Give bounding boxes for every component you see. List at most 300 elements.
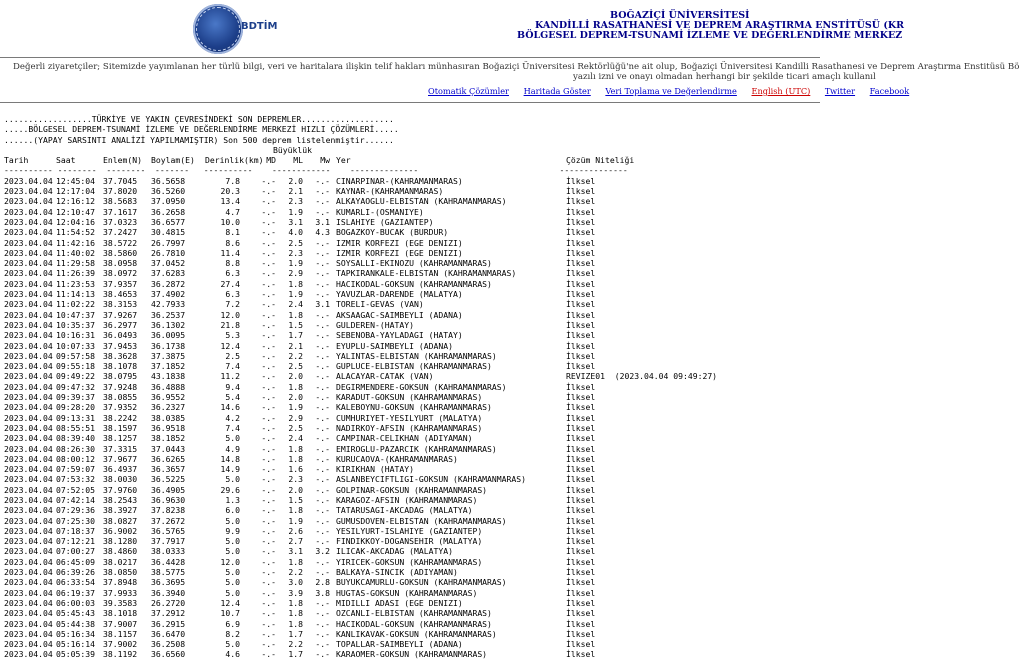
earthquake-list — [4, 114, 726, 660]
cell-date: 2023.04.04 — [4, 536, 53, 547]
cell-mw: -.- — [315, 525, 330, 536]
cell-lon: 36.5225 — [151, 474, 186, 485]
cell-solution: İlksel — [566, 206, 596, 217]
cell-lon: 36.4905 — [151, 484, 186, 495]
cell-date: 2023.04.04 — [4, 546, 53, 557]
cell-md: -.- — [261, 350, 276, 361]
table-row — [4, 577, 726, 587]
cell-md: -.- — [261, 289, 276, 300]
cell-time: 12:45:04 — [56, 175, 95, 186]
cell-date: 2023.04.04 — [4, 618, 53, 629]
cell-ml: 2.3 — [288, 474, 303, 485]
cell-place: ASLANBEYCIFTLIGI-GOKSUN (KAHRAMANMARAS) — [336, 474, 527, 485]
cell-depth: 4.2 — [225, 412, 240, 423]
cell-ml: 2.9 — [288, 412, 303, 423]
cell-place: HUGTAS-GOKSUN (KAHRAMANMARAS) — [336, 587, 478, 598]
cell-ml: 3.9 — [288, 587, 303, 598]
cell-depth: 8.6 — [225, 237, 240, 248]
cell-date: 2023.04.04 — [4, 422, 53, 433]
cell-lon: 37.0443 — [151, 443, 186, 454]
cell-lon: 36.5765 — [151, 525, 186, 536]
cell-solution: İlksel — [566, 350, 596, 361]
cell-time: 09:28:20 — [56, 402, 95, 413]
cell-mw: 2.8 — [315, 577, 330, 588]
cell-depth: 7.4 — [225, 422, 240, 433]
cell-date: 2023.04.04 — [4, 453, 53, 464]
table-row — [4, 238, 726, 248]
cell-lat: 38.0795 — [103, 371, 138, 382]
cell-depth: 14.6 — [220, 402, 240, 413]
cell-place: SEBENOBA-YAYLADAGI (HATAY) — [336, 330, 463, 341]
cell-lat: 38.0972 — [103, 268, 138, 279]
cell-date: 2023.04.04 — [4, 350, 53, 361]
cell-ml: 2.0 — [288, 484, 303, 495]
cell-ml: 1.8 — [288, 278, 303, 289]
table-row — [4, 516, 726, 526]
magnitude-group-label: Büyüklük — [273, 144, 312, 155]
cell-place: IZMIR KORFEZI (EGE DENIZI) — [336, 247, 463, 258]
cell-lon: 36.3940 — [151, 587, 186, 598]
cell-date: 2023.04.04 — [4, 556, 53, 567]
cell-lon: 36.9518 — [151, 422, 186, 433]
col-depth: Derinlik(km) — [205, 155, 264, 166]
cell-lon: 37.2912 — [151, 608, 186, 619]
cell-mw: -.- — [315, 618, 330, 629]
cell-place: KANLIKAVAK-GOKSUN (KAHRAMANMARAS) — [336, 628, 497, 639]
cell-place: GULDEREN-(HATAY) — [336, 319, 414, 330]
cell-time: 05:16:14 — [56, 639, 95, 650]
cell-place: BOGAZKOY-BUCAK (BURDUR) — [336, 227, 449, 238]
link-twitter[interactable]: Twitter — [824, 86, 856, 96]
cell-depth: 4.6 — [225, 649, 240, 660]
cell-ml: 2.7 — [288, 536, 303, 547]
table-row — [4, 536, 726, 546]
cell-mw: -.- — [315, 330, 330, 341]
cell-place: KUMARLI-(OSMANIYE) — [336, 206, 424, 217]
cell-md: -.- — [261, 587, 276, 598]
cell-md: -.- — [261, 381, 276, 392]
cell-lat: 37.1617 — [103, 206, 138, 217]
cell-lat: 37.9267 — [103, 309, 138, 320]
cell-date: 2023.04.04 — [4, 464, 53, 475]
cell-depth: 7.2 — [225, 299, 240, 310]
cell-ml: 2.9 — [288, 268, 303, 279]
cell-lat: 38.1192 — [103, 649, 138, 660]
cell-place: HACIKODAL-GOKSUN (KAHRAMANMARAS) — [336, 278, 492, 289]
cell-lon: 30.4815 — [151, 227, 186, 238]
intro-line-2: .....BÖLGESEL DEPREM-TSUNAMİ İZLEME VE DEĞERLENDİRME MERKEZİ HIZLI ÇÖZÜMLERİ..... — [4, 124, 399, 135]
cell-solution: İlksel — [566, 628, 596, 639]
cell-depth: 5.0 — [225, 587, 240, 598]
cell-depth: 9.4 — [225, 381, 240, 392]
cell-depth: 5.0 — [225, 433, 240, 444]
cell-lat: 37.9007 — [103, 618, 138, 629]
cell-time: 09:55:18 — [56, 361, 95, 372]
table-row — [4, 289, 726, 299]
cell-date: 2023.04.04 — [4, 175, 53, 186]
cell-ml: 1.9 — [288, 206, 303, 217]
cell-place: MIDILLI ADASI (EGE DENIZI) — [336, 597, 463, 608]
cell-time: 09:13:31 — [56, 412, 95, 423]
cell-lat: 37.9933 — [103, 587, 138, 598]
cell-mw: -.- — [315, 278, 330, 289]
cell-depth: 21.8 — [220, 319, 240, 330]
cell-lat: 37.8948 — [103, 577, 138, 588]
cell-ml: 1.8 — [288, 556, 303, 567]
cell-place: KARADUT-GOKSUN (KAHRAMANMARAS) — [336, 392, 483, 403]
cell-date: 2023.04.04 — [4, 278, 53, 289]
cell-lon: 37.0452 — [151, 258, 186, 269]
cell-mw: -.- — [315, 443, 330, 454]
cell-mw: -.- — [315, 597, 330, 608]
table-row — [4, 258, 726, 268]
cell-time: 11:23:53 — [56, 278, 95, 289]
cell-solution: İlksel — [566, 443, 596, 454]
cell-lon: 37.2672 — [151, 515, 186, 526]
cell-md: -.- — [261, 649, 276, 660]
cell-place: ILICAK-AKCADAG (MALATYA) — [336, 546, 453, 557]
cell-ml: 2.2 — [288, 639, 303, 650]
cell-lat: 38.1018 — [103, 608, 138, 619]
cell-md: -.- — [261, 464, 276, 475]
cell-ml: 1.8 — [288, 453, 303, 464]
cell-ml: 1.8 — [288, 505, 303, 516]
cell-solution: İlksel — [566, 546, 596, 557]
cell-date: 2023.04.04 — [4, 433, 53, 444]
cell-time: 11:54:52 — [56, 227, 95, 238]
cell-mw: -.- — [315, 381, 330, 392]
cell-ml: 1.5 — [288, 319, 303, 330]
cell-ml: 1.9 — [288, 289, 303, 300]
cell-time: 10:47:37 — [56, 309, 95, 320]
cell-lon: 37.7917 — [151, 536, 186, 547]
cell-mw: -.- — [315, 484, 330, 495]
cell-md: -.- — [261, 556, 276, 567]
cell-ml: 3.1 — [288, 546, 303, 557]
table-row — [4, 526, 726, 536]
cell-place: CUMHURIYET-YESILYURT (MALATYA) — [336, 412, 483, 423]
institute-name: KANDİLLİ RASATHANESİ VE DEPREM ARAŞTIRMA ENSTİTÜSÜ (KR — [535, 20, 905, 31]
cell-mw: -.- — [315, 474, 330, 485]
cell-date: 2023.04.04 — [4, 587, 53, 598]
link-show-on-map[interactable]: Haritada Göster — [523, 86, 591, 96]
col-lon: Boylam(E) — [151, 155, 195, 166]
cell-lon: 36.2872 — [151, 278, 186, 289]
cell-lat: 36.4937 — [103, 464, 138, 475]
cell-mw: -.- — [315, 196, 330, 207]
cell-solution: İlksel — [566, 319, 596, 330]
cell-lat: 38.5722 — [103, 237, 138, 248]
cell-date: 2023.04.04 — [4, 567, 53, 578]
cell-solution: İlksel — [566, 186, 596, 197]
cell-lat: 37.9453 — [103, 340, 138, 351]
cell-time: 08:55:51 — [56, 422, 95, 433]
col-time: Saat — [56, 155, 76, 166]
cell-date: 2023.04.04 — [4, 309, 53, 320]
cell-md: -.- — [261, 536, 276, 547]
cell-date: 2023.04.04 — [4, 371, 53, 382]
cell-depth: 12.0 — [220, 309, 240, 320]
cell-solution: İlksel — [566, 433, 596, 444]
cell-md: -.- — [261, 309, 276, 320]
cell-depth: 6.0 — [225, 505, 240, 516]
cell-date: 2023.04.04 — [4, 319, 53, 330]
cell-lon: 38.5775 — [151, 567, 186, 578]
cell-depth: 12.4 — [220, 340, 240, 351]
cell-ml: 2.3 — [288, 247, 303, 258]
cell-lon: 36.6470 — [151, 628, 186, 639]
cell-date: 2023.04.04 — [4, 412, 53, 423]
cell-lat: 38.3628 — [103, 350, 138, 361]
cell-lat: 38.0217 — [103, 556, 138, 567]
cell-ml: 1.7 — [288, 649, 303, 660]
cell-time: 09:39:37 — [56, 392, 95, 403]
cell-ml: 2.0 — [288, 392, 303, 403]
cell-ml: 1.9 — [288, 515, 303, 526]
cell-depth: 5.4 — [225, 392, 240, 403]
cell-solution: İlksel — [566, 556, 596, 567]
table-row — [4, 371, 726, 381]
cell-ml: 1.8 — [288, 608, 303, 619]
cell-lat: 37.9357 — [103, 278, 138, 289]
cell-date: 2023.04.04 — [4, 247, 53, 258]
cell-mw: -.- — [315, 433, 330, 444]
table-row — [4, 382, 726, 392]
cell-depth: 5.0 — [225, 639, 240, 650]
university-name: BOĞAZİÇİ ÜNİVERSİTESİ — [610, 10, 750, 21]
cell-depth: 5.0 — [225, 577, 240, 588]
cell-lon: 36.4428 — [151, 556, 186, 567]
cell-lon: 36.1738 — [151, 340, 186, 351]
cell-lon: 37.3875 — [151, 350, 186, 361]
table-row — [4, 227, 726, 237]
cell-lon: 37.1852 — [151, 361, 186, 372]
cell-time: 08:00:12 — [56, 453, 95, 464]
earthquake-rows — [4, 176, 726, 660]
cell-depth: 10.7 — [220, 608, 240, 619]
table-row — [4, 608, 726, 618]
cell-depth: 27.4 — [220, 278, 240, 289]
cell-solution: İlksel — [566, 299, 596, 310]
cell-date: 2023.04.04 — [4, 289, 53, 300]
cell-date: 2023.04.04 — [4, 628, 53, 639]
table-row — [4, 485, 726, 495]
cell-lat: 38.1597 — [103, 422, 138, 433]
cell-lon: 36.6560 — [151, 649, 186, 660]
cell-time: 07:42:14 — [56, 494, 95, 505]
cell-solution: İlksel — [566, 289, 596, 300]
cell-place: KARAGOZ-AFSIN (KAHRAMANMARAS) — [336, 494, 478, 505]
cell-time: 05:16:34 — [56, 628, 95, 639]
cell-solution: İlksel — [566, 278, 596, 289]
cell-depth: 13.4 — [220, 196, 240, 207]
cell-md: -.- — [261, 258, 276, 269]
cell-md: -.- — [261, 412, 276, 423]
cell-solution: REVIZE01 (2023.04.04 09:49:27) — [566, 371, 718, 382]
cell-depth: 29.6 — [220, 484, 240, 495]
link-english[interactable]: English (UTC) — [751, 86, 811, 96]
cell-place: AKSAAGAC-SAIMBEYLI (ADANA) — [336, 309, 463, 320]
cell-lat: 36.2977 — [103, 319, 138, 330]
table-row — [4, 598, 726, 608]
brand-label: BDTİM — [241, 21, 278, 32]
cell-md: -.- — [261, 247, 276, 258]
cell-date: 2023.04.04 — [4, 525, 53, 536]
cell-place: TORELI-GEVAS (VAN) — [336, 299, 424, 310]
cell-lat: 38.4860 — [103, 546, 138, 557]
cell-mw: -.- — [315, 237, 330, 248]
cell-solution: İlksel — [566, 577, 596, 588]
notice-line-1: Değerli ziyaretçiler; Sitemizde yayımlanan her türlü bilgi, veri ve haritalara ilişkin telif hakları münhasıran Boğaziçi Üniversitesi Rektörlüğü'ne ait olup, Boğaziçi Üniversitesi Kandilli Rasathanesi ve Deprem Araştırma Enstitüsü Bö — [13, 62, 1019, 72]
cell-place: BALKAYA-SINCIK (ADIYAMAN) — [336, 567, 458, 578]
cell-solution: İlksel — [566, 618, 596, 629]
intro-line-1: ..................TÜRKİYE VE YAKIN ÇEVRESİNDEKİ SON DEPREMLER................... — [4, 114, 394, 124]
cell-date: 2023.04.04 — [4, 392, 53, 403]
cell-time: 06:33:54 — [56, 577, 95, 588]
col-solution: Çözüm Niteliği — [566, 155, 635, 166]
cell-mw: -.- — [315, 340, 330, 351]
cell-ml: 2.1 — [288, 186, 303, 197]
cell-md: -.- — [261, 567, 276, 578]
cell-lat: 38.0958 — [103, 258, 138, 269]
cell-place: GOLPINAR-GOKSUN (KAHRAMANMARAS) — [336, 484, 488, 495]
cell-place: TATARUSAGI-AKCADAG (MALATYA) — [336, 505, 473, 516]
cell-md: -.- — [261, 597, 276, 608]
cell-mw: -.- — [315, 268, 330, 279]
table-row — [4, 423, 726, 433]
cell-lat: 38.0030 — [103, 474, 138, 485]
nav-divider — [0, 102, 820, 103]
cell-solution: İlksel — [566, 340, 596, 351]
cell-time: 12:16:12 — [56, 196, 95, 207]
cell-ml: 1.8 — [288, 618, 303, 629]
cell-place: HACIKODAL-GOKSUN (KAHRAMANMARAS) — [336, 618, 492, 629]
cell-mw: -.- — [315, 175, 330, 186]
cell-mw: 3.1 — [315, 299, 330, 310]
cell-time: 06:19:37 — [56, 587, 95, 598]
cell-mw: -.- — [315, 505, 330, 516]
cell-lat: 38.3927 — [103, 505, 138, 516]
cell-depth: 4.7 — [225, 206, 240, 217]
cell-md: -.- — [261, 628, 276, 639]
cell-depth: 11.2 — [220, 371, 240, 382]
cell-solution: İlksel — [566, 649, 596, 660]
cell-place: KARAOMER-GOKSUN (KAHRAMANMARAS) — [336, 649, 488, 660]
cell-solution: İlksel — [566, 268, 596, 279]
notice-line-2: yazılı izni ve onayı olmadan herhangi bir şekilde ticari amaçlı kullanıl — [573, 72, 876, 82]
cell-lon: 38.1852 — [151, 433, 186, 444]
cell-lat: 38.5860 — [103, 247, 138, 258]
col-lat: Enlem(N) — [103, 155, 142, 166]
cell-place: OZCANLI-ELBISTAN (KAHRAMANMARAS) — [336, 608, 492, 619]
table-row — [4, 649, 726, 659]
nav-links — [428, 86, 921, 96]
cell-lon: 42.7933 — [151, 299, 186, 310]
cell-ml: 2.2 — [288, 567, 303, 578]
cell-mw: -.- — [315, 556, 330, 567]
cell-time: 10:07:33 — [56, 340, 95, 351]
cell-md: -.- — [261, 299, 276, 310]
cell-mw: -.- — [315, 628, 330, 639]
col-place: Yer — [336, 155, 351, 166]
link-facebook[interactable]: Facebook — [869, 86, 910, 96]
cell-date: 2023.04.04 — [4, 299, 53, 310]
cell-md: -.- — [261, 227, 276, 238]
link-automatic-solutions[interactable]: Otomatik Çözümler — [428, 86, 509, 96]
cell-place: YAVUZLAR-DARENDE (MALATYA) — [336, 289, 463, 300]
cell-date: 2023.04.04 — [4, 484, 53, 495]
cell-lon: 36.9630 — [151, 494, 186, 505]
link-data-collection[interactable]: Veri Toplama ve Değerlendirme — [605, 86, 737, 96]
cell-mw: -.- — [315, 309, 330, 320]
header-divider — [0, 57, 820, 58]
cell-lon: 36.2537 — [151, 309, 186, 320]
cell-solution: İlksel — [566, 381, 596, 392]
table-row — [4, 402, 726, 412]
cell-depth: 7.4 — [225, 361, 240, 372]
cell-depth: 8.8 — [225, 258, 240, 269]
cell-date: 2023.04.04 — [4, 216, 53, 227]
cell-ml: 2.5 — [288, 361, 303, 372]
cell-time: 10:35:37 — [56, 319, 95, 330]
table-row — [4, 495, 726, 505]
cell-solution: İlksel — [566, 494, 596, 505]
cell-place: KIRIKHAN (HATAY) — [336, 464, 414, 475]
cell-place: IZMIR KORFEZI (EGE DENIZI) — [336, 237, 463, 248]
cell-place: ALACAYAR-CATAK (VAN) — [336, 371, 434, 382]
cell-mw: -.- — [315, 186, 330, 197]
cell-time: 11:42:16 — [56, 237, 95, 248]
cell-solution: İlksel — [566, 608, 596, 619]
cell-lat: 38.5683 — [103, 196, 138, 207]
cell-lat: 36.0493 — [103, 330, 138, 341]
cell-lon: 26.7810 — [151, 247, 186, 258]
cell-solution: İlksel — [566, 422, 596, 433]
cell-mw: -.- — [315, 361, 330, 372]
cell-md: -.- — [261, 196, 276, 207]
cell-date: 2023.04.04 — [4, 206, 53, 217]
cell-lon: 36.2327 — [151, 402, 186, 413]
cell-solution: İlksel — [566, 216, 596, 227]
cell-lon: 36.0095 — [151, 330, 186, 341]
cell-time: 08:26:30 — [56, 443, 95, 454]
cell-solution: İlksel — [566, 515, 596, 526]
cell-place: KALEBOYNU-GOKSUN (KAHRAMANMARAS) — [336, 402, 492, 413]
cell-depth: 5.0 — [225, 536, 240, 547]
cell-date: 2023.04.04 — [4, 330, 53, 341]
cell-md: -.- — [261, 361, 276, 372]
cell-time: 12:10:47 — [56, 206, 95, 217]
table-row — [4, 629, 726, 639]
cell-lon: 26.7997 — [151, 237, 186, 248]
cell-date: 2023.04.04 — [4, 340, 53, 351]
cell-mw: 3.1 — [315, 216, 330, 227]
cell-lon: 36.9552 — [151, 392, 186, 403]
cell-depth: 4.9 — [225, 443, 240, 454]
cell-mw: -.- — [315, 515, 330, 526]
cell-time: 11:40:02 — [56, 247, 95, 258]
cell-lat: 37.7045 — [103, 175, 138, 186]
cell-md: -.- — [261, 402, 276, 413]
cell-md: -.- — [261, 175, 276, 186]
cell-mw: -.- — [315, 247, 330, 258]
cell-date: 2023.04.04 — [4, 381, 53, 392]
cell-place: TOPALLAR-SAIMBEYLI (ADANA) — [336, 639, 463, 650]
cell-md: -.- — [261, 484, 276, 495]
cell-solution: İlksel — [566, 309, 596, 320]
cell-time: 06:00:03 — [56, 597, 95, 608]
cell-lat: 38.1280 — [103, 536, 138, 547]
